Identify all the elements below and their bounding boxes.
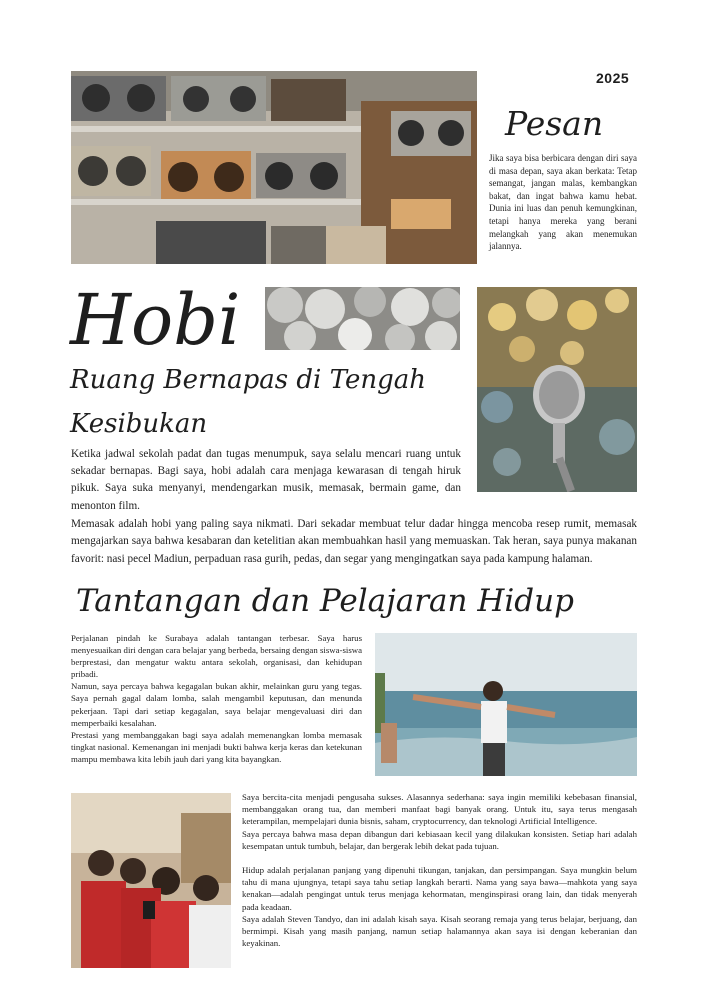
left-paragraph: Perjalanan pindah ke Surabaya adalah tantangan terbesar. Saya harus menyesuaikan diri dengan cara belajar yang berbeda, bersaing dengan siswa-siswa berprestasi, dan mengatur waktu antara sekolah, organisasi, dan kehidupan pribadi.	[71, 633, 362, 680]
right-paragraph: Saya percaya bahwa masa depan dibangun dari kebiasaan kecil yang dilakukan konsisten. Setiap hari adalah kesempatan untuk tumbuh, belajar, dan bergerak lebih dekat pada tujuan.	[242, 828, 637, 851]
left-paragraph: Prestasi yang membanggakan bagi saya adalah memenangkan lomba memasak tingkat nasional. Kemenangan ini menjadi bukti bahwa kerja keras dan ketekunan mampu membawa kita lebih jauh dari yang kita bayangkan.	[71, 729, 362, 764]
pesan-paragraph: Jika saya bisa berbicara dengan diri saya di masa depan, saya akan berkata: Tetap semangat, jangan malas, kembangkan bakat, dan ingat bahwa kamu hebat. Dunia ini luas dan penuh kemungkinan, tetapi hanya mereka yang berani melangkah yang akan menemukan jalannya.	[489, 153, 637, 252]
tantangan-right-column	[242, 791, 637, 949]
hobi-paragraph-1: Ketika jadwal sekolah padat dan tugas menumpuk, saya selalu mencari ruang untuk sekadar bernapas. Bagi saya, hobi adalah cara menjaga kewarasan di tengah hiruk pikuk. Saya suka menyanyi, mendengarkan musik, memasak, bermain game, dan menonton film.	[71, 448, 461, 512]
left-paragraph: Namun, saya percaya bahwa kegagalan bukan akhir, melainkan guru yang tegas. Saya pernah gagal dalam lomba, salah mengambil keputusan, dan menunda pekerjaan. Tapi dari setiap kegagalan, saya belajar mengevaluasi diri dan memperbaiki kesalahan.	[71, 681, 362, 728]
year-label: 2025	[596, 70, 630, 86]
hobi-subtitle: Ruang Bernapas di Tengah Kesibukan	[70, 365, 426, 439]
pesan-heading: Pesan	[505, 104, 604, 143]
right-paragraph: Hidup adalah perjalanan panjang yang dipenuhi tikungan, tanjakan, dan persimpangan. Saya mungkin belum tahu di mana ujungnya, tetapi saya tahu setiap langkah berarti. Nama yang saya bawa—mahkota yang saya kenakan—adalah pengingat untuk terus menjaga kehormatan, menginspirasi orang lain, dan tidak menyerah pada keadaan.	[242, 865, 637, 912]
friends-group-photo	[71, 793, 231, 968]
radio-collection-photo	[71, 71, 477, 264]
tantangan-heading: Tantangan dan Pelajaran Hidup	[76, 583, 574, 619]
cookware-photo	[265, 287, 460, 350]
hobi-paragraph-2: Memasak adalah hobi yang paling saya nikmati. Dari sekadar membuat telur dadar hingga mencoba resep rumit, memasak mengajarkan saya bahwa kesabaran dan ketelitian akan membuahkan hasil yang memuaskan. Tak heran, saya punya makanan favorit: nasi pecel Madiun, perpaduan rasa gurih, pedas, dan segar yang mengingatkan saya pada kampung halaman.	[71, 518, 637, 565]
tantangan-left-column	[71, 632, 362, 765]
hobi-heading: Hobi	[70, 279, 241, 361]
microphone-photo	[477, 287, 637, 492]
right-paragraph: Saya adalah Steven Tandyo, dan ini adalah kisah saya. Kisah seorang remaja yang terus belajar, berjuang, dan bermimpi. Kisah yang masih panjang, namun setiap halamannya akan saya isi dengan keberanian dan keyakinan.	[242, 913, 637, 949]
paragraph-spacer	[242, 852, 637, 864]
beach-photo	[375, 633, 637, 776]
right-paragraph: Saya bercita-cita menjadi pengusaha sukses. Alasannya sederhana: saya ingin memiliki kebebasan finansial, membanggakan orang tua, dan memberi manfaat bagi banyak orang. Untuk itu, saya terus mengasah keterampilan, mempelajari dunia bisnis, saham, cryptocurrency, dan teknologi Artificial Intelligence.	[242, 792, 637, 827]
